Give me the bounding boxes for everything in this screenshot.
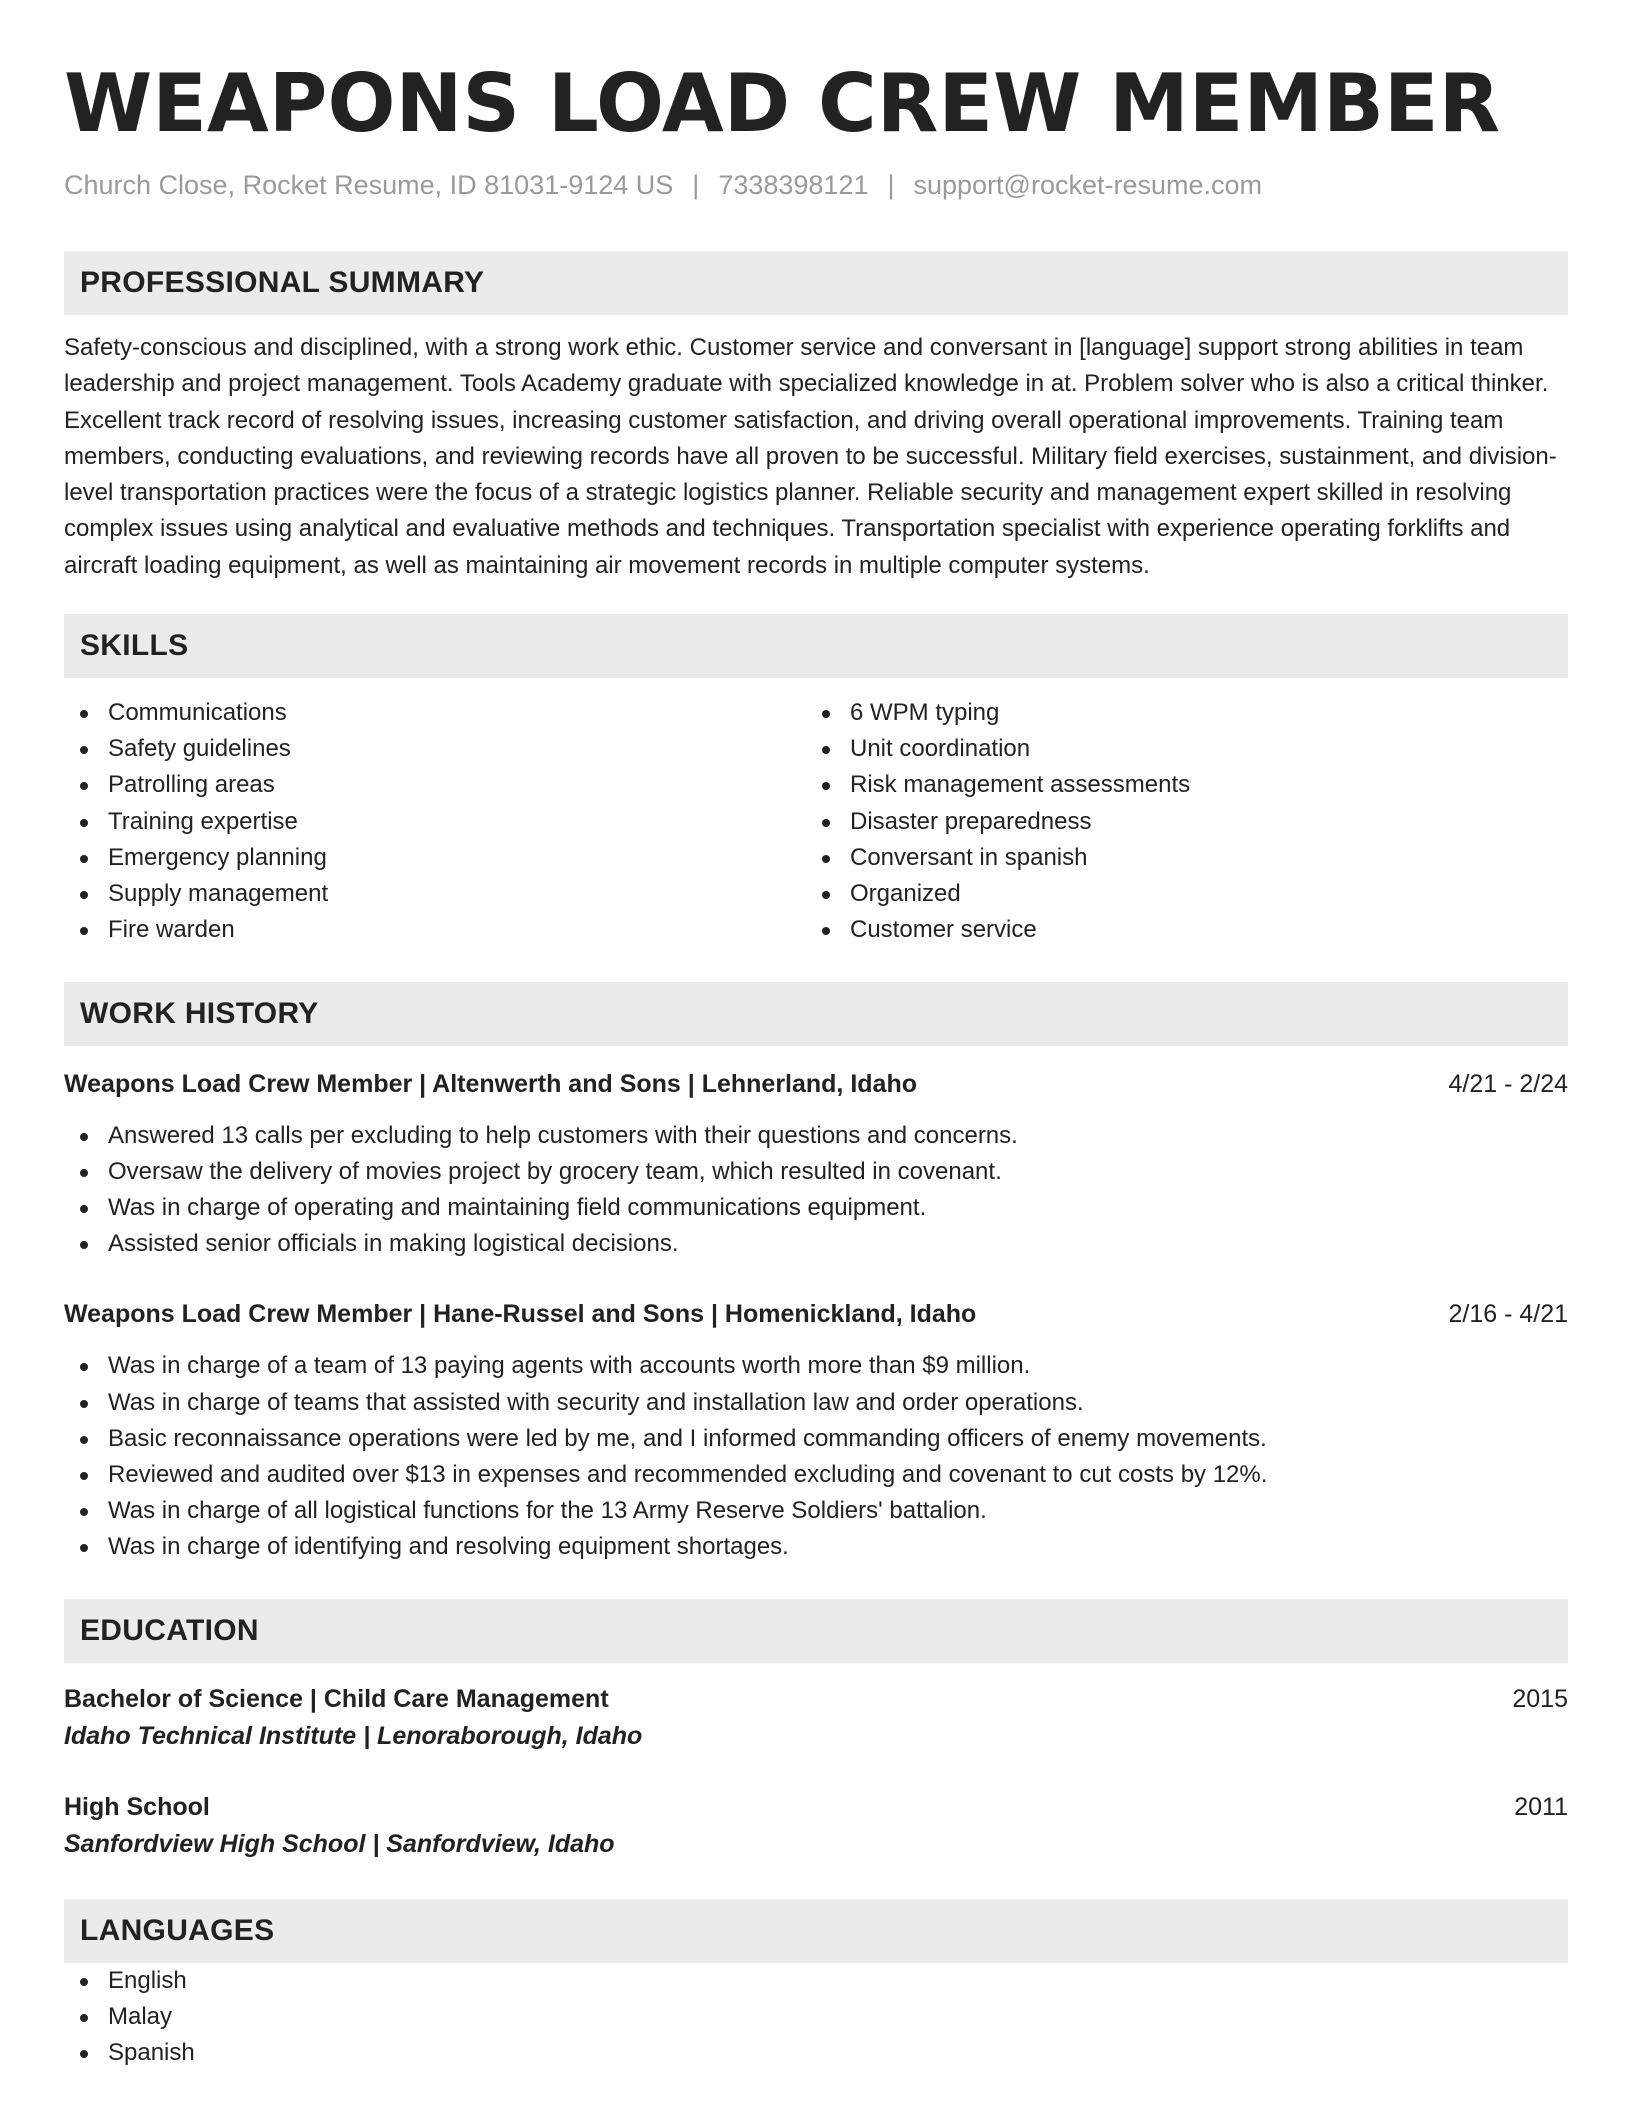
job-bullet: Reviewed and audited over $13 in expenses and recommended excluding and covenant to cut costs by 12%. xyxy=(64,1457,1568,1493)
section-heading-languages: LANGUAGES xyxy=(64,1899,1568,1963)
education-entry xyxy=(64,1681,1568,1755)
contact-separator: | xyxy=(887,170,895,200)
job-bullets xyxy=(64,1118,1568,1263)
job-bullet: Answered 13 calls per excluding to help customers with their questions and concerns. xyxy=(64,1118,1568,1154)
job-bullet: Was in charge of operating and maintaining field communications equipment. xyxy=(64,1190,1568,1226)
skill-item: Disaster preparedness xyxy=(806,804,1548,840)
job-entry xyxy=(64,1296,1568,1565)
skill-item: Unit coordination xyxy=(806,731,1548,767)
skill-item: Patrolling areas xyxy=(64,767,806,803)
skill-item: 6 WPM typing xyxy=(806,695,1548,731)
job-bullet: Basic reconnaissance operations were led by me, and I informed commanding officers of enemy movements. xyxy=(64,1421,1568,1457)
language-item: Malay xyxy=(64,1999,1568,2035)
languages-list xyxy=(64,1963,1568,2072)
language-item: English xyxy=(64,1963,1568,1999)
skills-columns xyxy=(64,695,1568,948)
job-bullet: Was in charge of a team of 13 paying agents with accounts worth more than $9 million. xyxy=(64,1348,1568,1384)
education-header xyxy=(64,1681,1568,1718)
job-bullet: Was in charge of identifying and resolving equipment shortages. xyxy=(64,1529,1568,1565)
section-heading-work-history: WORK HISTORY xyxy=(64,982,1568,1046)
skill-item: Risk management assessments xyxy=(806,767,1548,803)
contact-address: Church Close, Rocket Resume, ID 81031-9124 US xyxy=(64,170,674,200)
skill-item: Conversant in spanish xyxy=(806,840,1548,876)
education-school: Idaho Technical Institute | Lenoraborough, Idaho xyxy=(64,1721,643,1750)
job-bullet: Was in charge of all logistical functions for the 13 Army Reserve Soldiers' battalion. xyxy=(64,1493,1568,1529)
contact-separator: | xyxy=(692,170,700,200)
contact-line xyxy=(64,170,1568,201)
skill-item: Supply management xyxy=(64,876,806,912)
job-bullet: Oversaw the delivery of movies project by grocery team, which resulted in covenant. xyxy=(64,1154,1568,1190)
job-bullet: Assisted senior officials in making logistical decisions. xyxy=(64,1226,1568,1262)
job-header xyxy=(64,1066,1568,1102)
education-entry xyxy=(64,1789,1568,1863)
section-heading-skills: SKILLS xyxy=(64,614,1568,678)
contact-email: support@rocket-resume.com xyxy=(913,170,1263,200)
job-entry xyxy=(64,1066,1568,1263)
summary-text: Safety-conscious and disciplined, with a strong work ethic. Customer service and conversant in [language] support strong abilities in team leadership and project management. Tools Academy graduate with specialized knowledge in at. Problem solver who is also a critical thinker. Excellent track record of resolving issues, increasing customer satisfaction, and driving overall operational improvements. Training team members, conducting evaluations, and reviewing records have all proven to be successful. Military field exercises, sustainment, and division-level transportation practices were the focus of a strategic logistics planner. Reliable security and management expert skilled in resolving complex issues using analytical and evaluative methods and techniques. Transportation specialist with experience operating forklifts and aircraft loading equipment, as well as maintaining air movement records in multiple computer systems. xyxy=(64,334,1557,579)
skills-column-left xyxy=(64,695,806,948)
job-bullet: Was in charge of teams that assisted with security and installation law and order operations. xyxy=(64,1385,1568,1421)
education-year: 2015 xyxy=(1512,1684,1568,1713)
skill-item: Emergency planning xyxy=(64,840,806,876)
skills-column-right xyxy=(806,695,1548,948)
skill-item: Fire warden xyxy=(64,912,806,948)
section-heading-education: EDUCATION xyxy=(64,1599,1568,1663)
education-degree: Bachelor of Science | Child Care Management xyxy=(64,1684,609,1713)
skill-item: Organized xyxy=(806,876,1548,912)
job-title: Weapons Load Crew Member | Hane-Russel and Sons | Homenickland, Idaho xyxy=(64,1300,977,1329)
job-bullets xyxy=(64,1348,1568,1565)
skill-item: Customer service xyxy=(806,912,1548,948)
education-year: 2011 xyxy=(1514,1792,1568,1821)
education-school: Sanfordview High School | Sanfordview, Idaho xyxy=(64,1829,615,1858)
section-heading-summary: PROFESSIONAL SUMMARY xyxy=(64,251,1568,315)
skill-item: Safety guidelines xyxy=(64,731,806,767)
language-item: Spanish xyxy=(64,2035,1568,2071)
job-dates: 4/21 - 2/24 xyxy=(1448,1069,1568,1098)
skills-list-right xyxy=(806,695,1548,948)
candidate-name: WEAPONS LOAD CREW MEMBER xyxy=(64,57,1501,150)
job-dates: 2/16 - 4/21 xyxy=(1448,1300,1568,1329)
skill-item: Training expertise xyxy=(64,804,806,840)
contact-phone: 7338398121 xyxy=(718,170,869,200)
education-header xyxy=(64,1789,1568,1826)
skills-list-left xyxy=(64,695,806,948)
job-title: Weapons Load Crew Member | Altenwerth and Sons | Lehnerland, Idaho xyxy=(64,1069,917,1098)
job-header xyxy=(64,1296,1568,1332)
skill-item: Communications xyxy=(64,695,806,731)
education-degree: High School xyxy=(64,1792,210,1821)
